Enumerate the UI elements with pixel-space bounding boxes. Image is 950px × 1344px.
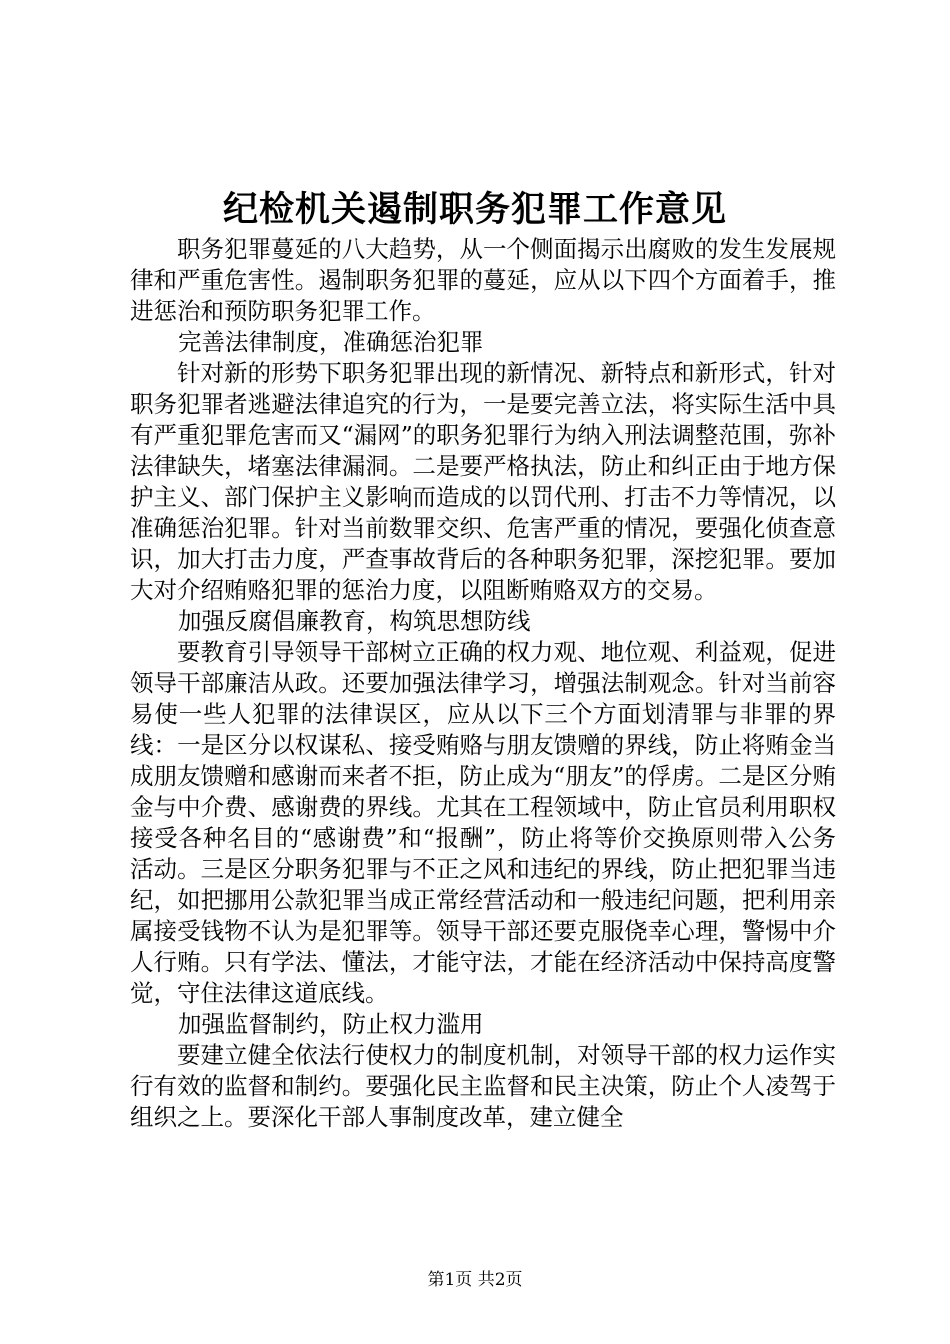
- page-number-footer: 第1页 共2页: [427, 1270, 523, 1290]
- body-paragraph-education: 要教育引导领导干部树立正确的权力观、地位观、利益观，促进领导干部廉洁从政。还要加强法律学习，增强法制观念。针对当前容易使一些人犯罪的法律误区，应从以下三个方面划清罪与非罪的界线：一是区分以权谋私、接受贿赂与朋友馈赠的界线，防止将贿金当成朋友馈赠和感谢而来者不拒，防止成为“朋友”的俘虏。二是区分贿金与中介费、感谢费的界线。尤其在工程领域中，防止官员利用职权接受各种名目的“感谢费”和“报酬”，防止将等价交换原则带入公务活动。三是区分职务犯罪与不正之风和违纪的界线，防止把犯罪当违纪，如把挪用公款犯罪当成正常经营活动和一般违纪问题，把利用亲属接受钱物不认为是犯罪等。领导干部还要克服侥幸心理，警惕中介人行贿。只有学法、懂法，才能守法，才能在经济活动中保持高度警觉，守住法律这道底线。: [130, 638, 836, 1007]
- section-heading-supervision: 加强监督制约，防止权力滥用: [178, 1010, 484, 1038]
- document-body: [130, 234, 836, 1133]
- document-title: 纪检机关遏制职务犯罪工作意见: [222, 189, 727, 230]
- intro-paragraph: 职务犯罪蔓延的八大趋势，从一个侧面揭示出腐败的发生发展规律和严重危害性。遏制职务犯罪的蔓延，应从以下四个方面着手，推进惩治和预防职务犯罪工作。: [130, 235, 836, 325]
- section-heading-law: 完善法律制度，准确惩治犯罪: [178, 328, 484, 356]
- section-heading-education: 加强反腐倡廉教育，构筑思想防线: [178, 607, 531, 635]
- body-paragraph-law: 针对新的形势下职务犯罪出现的新情况、新特点和新形式，针对职务犯罪者逃避法律追究的行为，一是要完善立法，将实际生活中具有严重犯罪危害而又“漏网”的职务犯罪行为纳入刑法调整范围，弥补法律缺失，堵塞法律漏洞。二是要严格执法，防止和纠正由于地方保护主义、部门保护主义影响而造成的以罚代刑、打击不力等情况，以准确惩治犯罪。针对当前数罪交织、危害严重的情况，要强化侦查意识，加大打击力度，严查事故背后的各种职务犯罪，深挖犯罪。要加大对介绍贿赂犯罪的惩治力度，以阻断贿赂双方的交易。: [130, 359, 836, 604]
- body-paragraph-supervision: 要建立健全依法行使权力的制度机制，对领导干部的权力运作实行有效的监督和制约。要强化民主监督和民主决策，防止个人凌驾于组织之上。要深化干部人事制度改革，建立健全: [130, 1041, 836, 1131]
